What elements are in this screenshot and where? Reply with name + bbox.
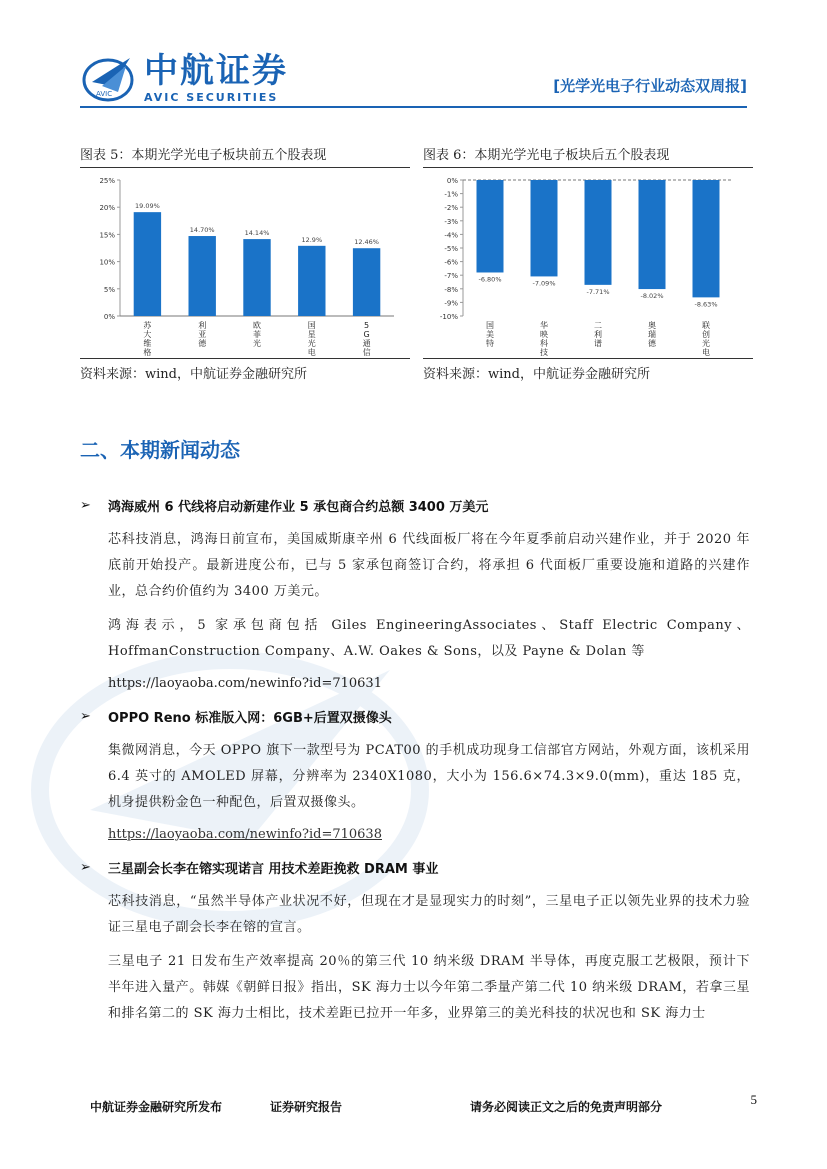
svg-text:格: 格 <box>143 348 152 357</box>
category-label <box>702 320 710 357</box>
figure-source: 资料来源：wind，中航证券金融研究所 <box>80 367 307 382</box>
news-paragraph: 三星电子 21 日发布生产效率提高 20％的第三代 10 纳米级 DRAM 半导体，再度克服工艺极限，预计下半年进入量产。韩媒《朝鲜日报》指出，SK 海力士以今年第二季量产第二代 10 纳米级 DRAM，若拿三星和排名第二的 SK 海力士相比，技术差距已拉开一年多，业界第三的美光科技的状况也和 SK 海力士 <box>108 954 750 1021</box>
y-tick-label: 0% <box>103 313 115 321</box>
svg-text:光: 光 <box>307 339 316 348</box>
y-tick-label: -5% <box>444 245 458 253</box>
svg-text:电: 电 <box>307 348 316 357</box>
svg-text:特: 特 <box>486 339 494 348</box>
bar <box>189 236 216 316</box>
bar <box>243 239 270 316</box>
data-label: 14.70% <box>189 226 215 235</box>
data-label: -7.09% <box>532 279 556 288</box>
bar <box>353 248 380 316</box>
svg-text:二: 二 <box>594 321 602 330</box>
news-title-text: 三星副会长李在镕实现诺言 用技术差距挽救 DRAM 事业 <box>108 862 439 877</box>
y-tick-label: 25% <box>99 177 115 185</box>
svg-text:光: 光 <box>702 339 710 348</box>
logo-badge-text: AVIC <box>96 90 113 98</box>
svg-text:大: 大 <box>143 330 152 339</box>
svg-text:华: 华 <box>540 321 548 330</box>
news-title-text: OPPO Reno 标准版入网：6GB+后置双摄像头 <box>108 711 392 726</box>
bar <box>693 180 720 297</box>
svg-text:利: 利 <box>198 321 207 330</box>
figure-5 <box>80 142 410 382</box>
news-list <box>80 496 750 1035</box>
y-tick-label: 15% <box>99 231 115 240</box>
data-label: -6.80% <box>478 275 502 284</box>
svg-text:维: 维 <box>143 339 152 348</box>
svg-text:欧: 欧 <box>253 321 261 330</box>
category-label <box>308 321 316 357</box>
news-item <box>80 858 750 1027</box>
header-rule <box>80 106 747 108</box>
bar <box>585 180 612 285</box>
company-logo <box>82 52 302 104</box>
news-link[interactable]: https://laoyaoba.com/newinfo?id=710638 <box>108 827 382 842</box>
bullet-arrow-icon: ➢ <box>80 860 91 875</box>
news-title <box>80 707 750 726</box>
category-label <box>143 320 152 357</box>
news-item <box>80 496 750 695</box>
figure-source: 资料来源：wind，中航证券金融研究所 <box>423 367 650 382</box>
svg-text:电: 电 <box>702 348 710 357</box>
y-tick-label: -9% <box>444 299 458 308</box>
y-tick-label: 0% <box>446 177 458 185</box>
svg-text:国: 国 <box>307 321 316 330</box>
logo-en-text: AVIC SECURITIES <box>144 91 279 104</box>
plane-logo-icon <box>82 52 138 104</box>
svg-text:5: 5 <box>364 321 370 330</box>
svg-text:信: 信 <box>362 348 371 357</box>
svg-text:创: 创 <box>702 330 710 339</box>
svg-text:国: 国 <box>486 321 494 330</box>
category-label <box>540 320 548 357</box>
logo-cn-text: 中航证券 <box>144 51 288 91</box>
y-tick-label: -8% <box>444 285 458 294</box>
news-title-text: 鸿海威州 6 代线将启动新建作业 5 承包商合约总额 3400 万美元 <box>108 500 489 515</box>
svg-text:技: 技 <box>540 348 548 357</box>
section-title: 二、本期新闻动态 <box>80 438 240 462</box>
news-paragraph: 芯科技消息，鸿海日前宣布，美国威斯康辛州 6 代线面板厂将在今年夏季前启动兴建作业，并于 2020 年底前开始投产。最新进度公布，已与 5 家承包商签订合约，将承担 6 代面板厂重要设施和道路的兴建作业，总合约价值约为 3400 万美元。 <box>108 532 750 599</box>
footer-report-type: 证券研究报告 <box>270 1100 343 1114</box>
figure-title: 图表 5：本期光学光电子板块前五个股表现 <box>80 148 327 163</box>
category-label <box>363 321 371 357</box>
svg-text:利: 利 <box>594 330 602 339</box>
category-label <box>486 321 494 348</box>
news-paragraph: 鸿海表示，5 家承包商包括 Giles EngineeringAssociates、Staff Electric Company、HoffmanConstruction Company、A.W. Oakes & Sons，以及 Payne & Dolan 等 <box>108 618 750 659</box>
footer-publisher: 中航证券金融研究所发布 <box>90 1100 223 1114</box>
figure-title: 图表 6：本期光学光电子板块后五个股表现 <box>423 148 670 163</box>
svg-text:科: 科 <box>540 339 548 348</box>
data-label: -8.63% <box>694 300 718 309</box>
svg-text:奥: 奥 <box>648 321 656 330</box>
y-tick-label: 5% <box>103 285 115 294</box>
data-label: -8.02% <box>640 292 664 301</box>
report-name: [光学光电子行业动态双周报] <box>553 77 747 95</box>
y-tick-label: -7% <box>444 272 458 281</box>
svg-text:G: G <box>363 330 370 339</box>
svg-text:亚: 亚 <box>198 330 207 339</box>
data-label: 12.46% <box>354 238 379 247</box>
category-label <box>198 320 207 348</box>
data-label: 12.9% <box>301 235 323 244</box>
news-title <box>80 858 750 877</box>
news-title <box>80 496 750 515</box>
news-paragraph: 集微网消息，今天 OPPO 旗下一款型号为 PCAT00 的手机成功现身工信部官方网站，外观方面，该机采用 6.4 英寸的 AMOLED 屏幕，分辨率为 2340X1080，大小为 156.6×74.3×9.0(mm)，重达 185 克，机身提供粉金色一种配色，后置双摄像头。 <box>108 743 750 810</box>
y-tick-label: 20% <box>99 204 115 213</box>
svg-text:美: 美 <box>486 330 494 339</box>
svg-text:苏: 苏 <box>143 321 152 330</box>
svg-text:联: 联 <box>702 321 710 330</box>
category-label <box>253 320 261 348</box>
news-item <box>80 707 750 846</box>
y-tick-label: -3% <box>444 217 458 226</box>
svg-text:映: 映 <box>540 330 548 339</box>
data-label: 14.14% <box>244 229 270 238</box>
svg-text:德: 德 <box>198 339 207 348</box>
svg-text:光: 光 <box>253 339 261 348</box>
footer-disclaimer: 请务必阅读正文之后的免责声明部分 <box>470 1100 663 1114</box>
category-label <box>648 320 657 348</box>
y-tick-label: -2% <box>444 204 458 213</box>
bar <box>134 212 161 316</box>
category-label <box>594 321 602 348</box>
bar <box>531 180 558 276</box>
svg-text:德: 德 <box>648 339 656 348</box>
svg-text:通: 通 <box>362 339 371 348</box>
data-label: -7.71% <box>586 287 610 296</box>
news-link[interactable]: https://laoyaoba.com/newinfo?id=710631 <box>108 676 382 691</box>
bar <box>477 180 504 272</box>
bullet-arrow-icon: ➢ <box>80 498 91 513</box>
news-paragraph: 芯科技消息，“虽然半导体产业状况不好，但现在才是显现实力的时刻”，三星电子正以领先业界的技术力验证三星电子副会长李在镕的宣言。 <box>108 894 750 935</box>
svg-text:星: 星 <box>307 330 316 339</box>
svg-text:菲: 菲 <box>253 330 261 339</box>
top-five-chart <box>80 168 410 358</box>
bar <box>298 246 325 316</box>
y-tick-label: -4% <box>444 231 458 240</box>
figure-6 <box>423 142 753 382</box>
y-tick-label: -6% <box>444 258 458 267</box>
bar <box>639 180 666 289</box>
page-number: 5 <box>750 1092 757 1107</box>
y-tick-label: -1% <box>444 190 458 199</box>
svg-text:瑞: 瑞 <box>648 330 656 339</box>
bullet-arrow-icon: ➢ <box>80 709 91 724</box>
y-tick-label: 10% <box>99 258 115 267</box>
data-label: 19.09% <box>135 202 160 211</box>
bottom-five-chart <box>423 168 749 358</box>
svg-text:谱: 谱 <box>594 339 602 348</box>
y-tick-label: -10% <box>439 313 458 321</box>
